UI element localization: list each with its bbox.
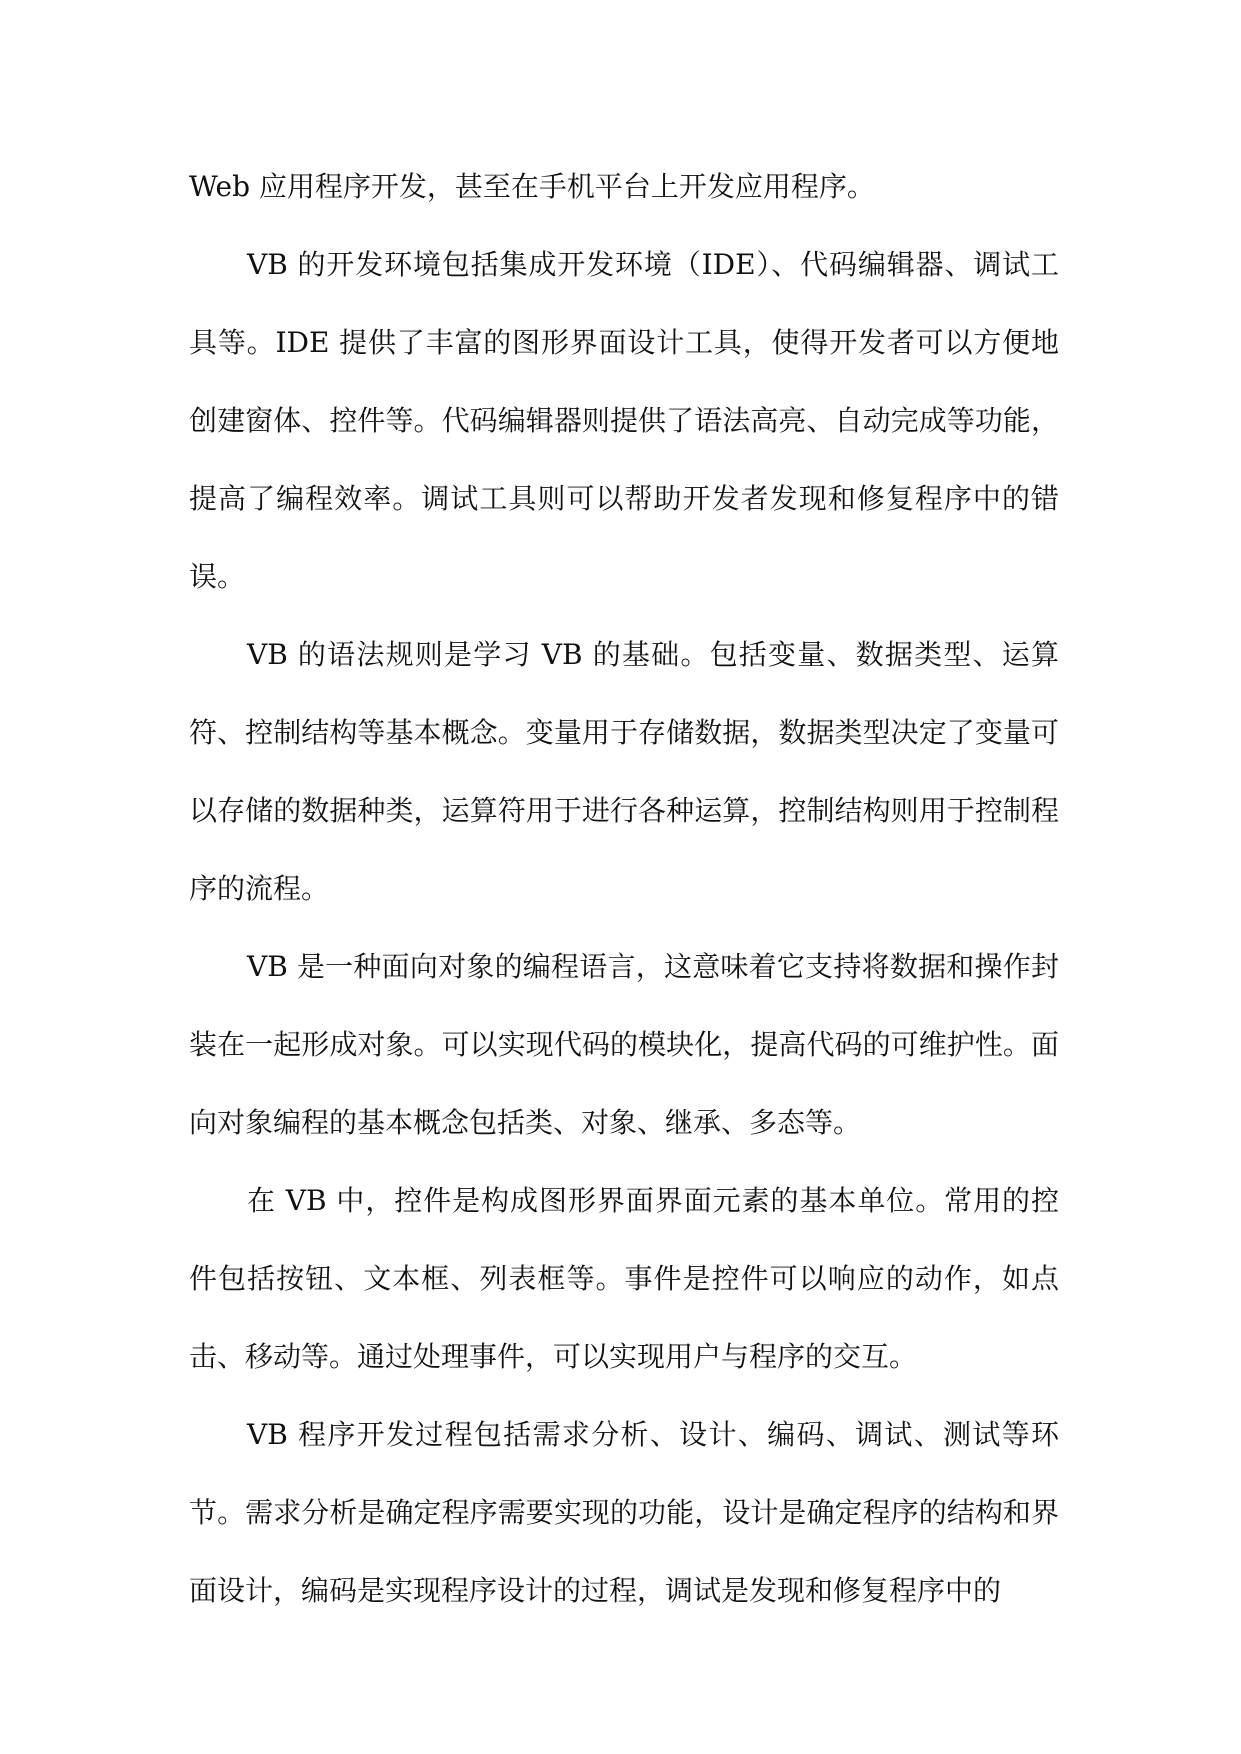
paragraph-controls-events: 在 VB 中，控件是构成图形界面界面元素的基本单位。常用的控件包括按钮、文本框、列表框等。事件是控件可以响应的动作，如点击、移动等。通过处理事件，可以实现用户与程序的交互。 (189, 1184, 1059, 1373)
paragraph-web-development: Web 应用程序开发，甚至在手机平台上开发应用程序。 (189, 170, 875, 203)
paragraph-object-oriented: VB 是一种面向对象的编程语言，这意味着它支持将数据和操作封装在一起形成对象。可以实现代码的模块化，提高代码的可维护性。面向对象编程的基本概念包括类、对象、继承、多态等。 (189, 950, 1059, 1139)
paragraph-development-process: VB 程序开发过程包括需求分析、设计、编码、调试、测试等环节。需求分析是确定程序需要实现的功能，设计是确定程序的结构和界面设计，编码是实现程序设计的过程，调试是发现和修复程序中的 (189, 1418, 1059, 1607)
body-text (189, 148, 1059, 1630)
paragraph-development-environment: VB 的开发环境包括集成开发环境（IDE）、代码编辑器、调试工具等。IDE 提供了丰富的图形界面设计工具，使得开发者可以方便地创建窗体、控件等。代码编辑器则提供了语法高亮、自动完成等功能，提高了编程效率。调试工具则可以帮助开发者发现和修复程序中的错误。 (189, 248, 1059, 593)
paragraph-syntax-rules: VB 的语法规则是学习 VB 的基础。包括变量、数据类型、运算符、控制结构等基本概念。变量用于存储数据，数据类型决定了变量可以存储的数据种类，运算符用于进行各种运算，控制结构则用于控制程序的流程。 (189, 638, 1059, 905)
